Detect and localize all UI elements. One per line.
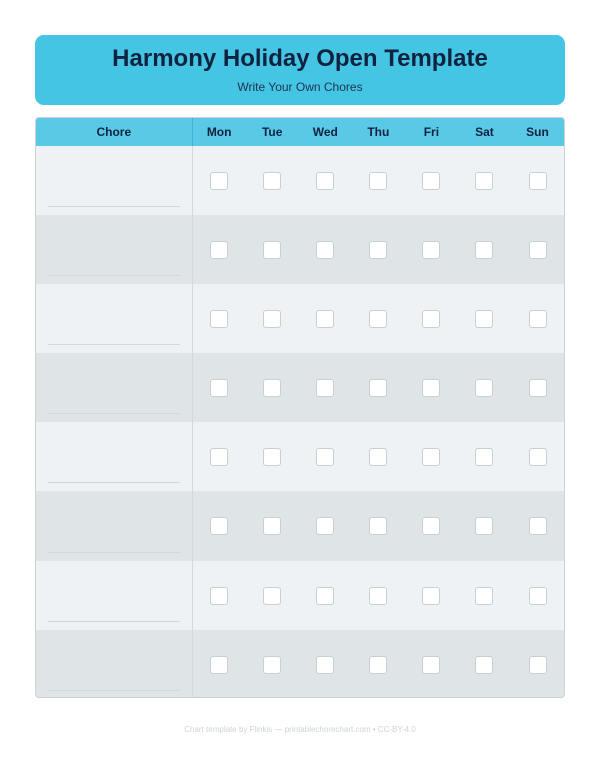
day-cell-sat <box>458 491 511 560</box>
day-cell-tue <box>246 146 299 215</box>
checkbox-fri[interactable] <box>422 587 440 605</box>
checkbox-wed[interactable] <box>316 656 334 674</box>
checkbox-wed[interactable] <box>316 517 334 535</box>
checkbox-tue[interactable] <box>263 241 281 259</box>
column-header-tue: Tue <box>261 125 283 139</box>
page-title: Harmony Holiday Open Template <box>112 45 488 72</box>
day-cell-sat <box>458 561 511 630</box>
column-header-mon: Mon <box>206 125 232 139</box>
checkbox-mon[interactable] <box>210 656 228 674</box>
checkbox-thu[interactable] <box>369 587 387 605</box>
checkbox-wed[interactable] <box>316 448 334 466</box>
checkbox-mon[interactable] <box>210 448 228 466</box>
checkbox-tue[interactable] <box>263 172 281 190</box>
day-cell-thu <box>352 422 405 491</box>
day-cell-tue <box>246 215 299 284</box>
day-cell-sun <box>511 491 564 560</box>
day-cell-wed <box>299 630 352 698</box>
checkbox-sat[interactable] <box>475 517 493 535</box>
day-cell-thu <box>352 561 405 630</box>
day-cell-thu <box>352 353 405 422</box>
chore-write-line <box>48 690 180 691</box>
checkbox-wed[interactable] <box>316 379 334 397</box>
day-cell-fri <box>405 630 458 698</box>
day-cell-tue <box>246 491 299 560</box>
checkbox-thu[interactable] <box>369 172 387 190</box>
day-cell-wed <box>299 561 352 630</box>
checkbox-mon[interactable] <box>210 172 228 190</box>
day-cell-wed <box>299 422 352 491</box>
day-cell-fri <box>405 215 458 284</box>
day-cell-fri <box>405 353 458 422</box>
page-header <box>35 35 565 105</box>
chore-write-line <box>48 482 180 483</box>
chore-write-line <box>48 413 180 414</box>
checkbox-mon[interactable] <box>210 310 228 328</box>
checkbox-fri[interactable] <box>422 517 440 535</box>
footer-credit: Chart template by Flinkis — printablechorechart.com • CC-BY-4.0 <box>184 725 416 734</box>
chore-cell[interactable] <box>36 215 193 284</box>
table-row <box>36 215 564 284</box>
chore-cell[interactable] <box>36 353 193 422</box>
checkbox-sat[interactable] <box>475 379 493 397</box>
checkbox-fri[interactable] <box>422 379 440 397</box>
column-header-fri: Fri <box>423 125 440 139</box>
page-subtitle: Write Your Own Chores <box>237 80 363 94</box>
day-cell-mon <box>193 146 246 215</box>
day-cell-sat <box>458 146 511 215</box>
chore-write-line <box>48 621 180 622</box>
day-cell-sun <box>511 561 564 630</box>
chore-cell[interactable] <box>36 146 193 215</box>
chore-table <box>35 117 565 698</box>
day-cell-thu <box>352 146 405 215</box>
checkbox-wed[interactable] <box>316 310 334 328</box>
day-cell-mon <box>193 284 246 353</box>
day-cell-sun <box>511 422 564 491</box>
checkbox-thu[interactable] <box>369 310 387 328</box>
table-body <box>36 146 564 698</box>
table-row <box>36 146 564 215</box>
day-cell-mon <box>193 491 246 560</box>
chore-write-line <box>48 206 180 207</box>
checkbox-mon[interactable] <box>210 587 228 605</box>
day-cell-mon <box>193 215 246 284</box>
day-cell-sat <box>458 284 511 353</box>
checkbox-tue[interactable] <box>263 587 281 605</box>
checkbox-sat[interactable] <box>475 310 493 328</box>
checkbox-fri[interactable] <box>422 241 440 259</box>
day-cell-sat <box>458 353 511 422</box>
checkbox-thu[interactable] <box>369 448 387 466</box>
day-cell-wed <box>299 215 352 284</box>
day-cell-tue <box>246 561 299 630</box>
day-cell-wed <box>299 284 352 353</box>
checkbox-sun[interactable] <box>529 656 547 674</box>
day-cell-mon <box>193 630 246 698</box>
checkbox-wed[interactable] <box>316 172 334 190</box>
day-cell-tue <box>246 353 299 422</box>
day-cell-sun <box>511 353 564 422</box>
checkbox-sat[interactable] <box>475 172 493 190</box>
day-cell-sun <box>511 215 564 284</box>
checkbox-wed[interactable] <box>316 241 334 259</box>
day-cell-sat <box>458 215 511 284</box>
day-cell-wed <box>299 146 352 215</box>
chore-cell[interactable] <box>36 630 193 698</box>
day-cell-sun <box>511 146 564 215</box>
checkbox-sun[interactable] <box>529 379 547 397</box>
checkbox-mon[interactable] <box>210 241 228 259</box>
chore-write-line <box>48 275 180 276</box>
checkbox-fri[interactable] <box>422 656 440 674</box>
day-cell-mon <box>193 561 246 630</box>
checkbox-tue[interactable] <box>263 656 281 674</box>
chore-cell[interactable] <box>36 422 193 491</box>
checkbox-sun[interactable] <box>529 241 547 259</box>
column-header-sat: Sat <box>475 125 494 139</box>
day-cell-thu <box>352 491 405 560</box>
checkbox-fri[interactable] <box>422 172 440 190</box>
day-cell-sat <box>458 422 511 491</box>
column-header-thu: Thu <box>367 125 390 139</box>
chore-write-line <box>48 344 180 345</box>
checkbox-mon[interactable] <box>210 379 228 397</box>
table-row <box>36 561 564 630</box>
table-row <box>36 630 564 698</box>
day-cell-fri <box>405 561 458 630</box>
day-cell-sun <box>511 630 564 698</box>
checkbox-sun[interactable] <box>529 448 547 466</box>
checkbox-wed[interactable] <box>316 587 334 605</box>
day-cell-mon <box>193 422 246 491</box>
day-cell-mon <box>193 353 246 422</box>
day-cell-wed <box>299 491 352 560</box>
checkbox-tue[interactable] <box>263 448 281 466</box>
checkbox-sun[interactable] <box>529 172 547 190</box>
day-cell-sun <box>511 284 564 353</box>
day-cell-fri <box>405 284 458 353</box>
checkbox-sun[interactable] <box>529 587 547 605</box>
table-row <box>36 353 564 422</box>
day-cell-tue <box>246 422 299 491</box>
checkbox-thu[interactable] <box>369 656 387 674</box>
checkbox-thu[interactable] <box>369 517 387 535</box>
column-header-sun: Sun <box>526 125 549 139</box>
checkbox-sat[interactable] <box>475 656 493 674</box>
checkbox-sat[interactable] <box>475 448 493 466</box>
day-cell-sat <box>458 630 511 698</box>
checkbox-sun[interactable] <box>529 517 547 535</box>
chore-cell[interactable] <box>36 561 193 630</box>
checkbox-thu[interactable] <box>369 241 387 259</box>
chore-cell[interactable] <box>36 284 193 353</box>
table-row <box>36 284 564 353</box>
day-cell-thu <box>352 284 405 353</box>
table-row <box>36 422 564 491</box>
day-cell-fri <box>405 491 458 560</box>
checkbox-tue[interactable] <box>263 310 281 328</box>
day-cell-fri <box>405 422 458 491</box>
checkbox-sat[interactable] <box>475 241 493 259</box>
checkbox-sat[interactable] <box>475 587 493 605</box>
day-cell-tue <box>246 284 299 353</box>
table-header-row <box>36 118 564 146</box>
day-cell-thu <box>352 215 405 284</box>
day-cell-fri <box>405 146 458 215</box>
checkbox-tue[interactable] <box>263 517 281 535</box>
day-cell-tue <box>246 630 299 698</box>
chore-cell[interactable] <box>36 491 193 560</box>
column-header-wed: Wed <box>312 125 338 139</box>
checkbox-fri[interactable] <box>422 310 440 328</box>
table-row <box>36 491 564 560</box>
checkbox-fri[interactable] <box>422 448 440 466</box>
chore-write-line <box>48 552 180 553</box>
column-header-chore: Chore <box>36 118 193 146</box>
checkbox-thu[interactable] <box>369 379 387 397</box>
checkbox-mon[interactable] <box>210 517 228 535</box>
checkbox-sun[interactable] <box>529 310 547 328</box>
day-cell-wed <box>299 353 352 422</box>
checkbox-tue[interactable] <box>263 379 281 397</box>
day-cell-thu <box>352 630 405 698</box>
